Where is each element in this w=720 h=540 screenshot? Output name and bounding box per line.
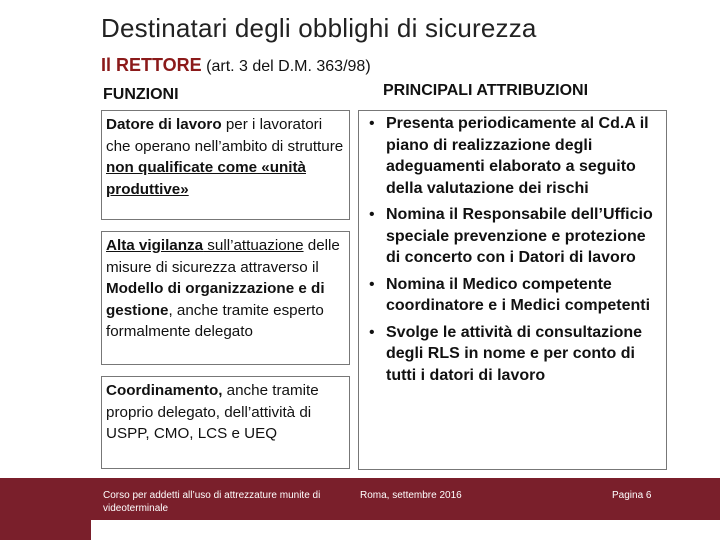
attribution-item — [367, 322, 660, 387]
attribution-item — [367, 274, 660, 317]
bullet-icon: • — [369, 206, 375, 223]
function-box-supervision — [101, 231, 350, 365]
functions-header: FUNZIONI — [103, 86, 179, 103]
footer-page-number: Pagina 6 — [612, 490, 652, 501]
slide-title: Destinatari degli obblighi di sicurezza — [101, 13, 537, 43]
attribution-text: Svolge le attività di consultazione degli RLS in nome e per conto di tutti i datori di lavoro — [386, 323, 643, 384]
box3-bold: Coordinamento, — [106, 382, 223, 399]
footer-date: Roma, settembre 2016 — [360, 490, 462, 501]
attribution-text: Nomina il Responsabile dell’Ufficio speciale prevenzione e protezione di concerto con i Datori di lavoro — [386, 206, 653, 266]
attributions-header: PRINCIPALI ATTRIBUZIONI — [383, 82, 589, 99]
attribution-text: Nomina il Medico competente coordinatore e i Medici competenti — [386, 275, 651, 314]
box1-bold: Datore di lavoro — [106, 116, 222, 133]
box2-model: Modello di organizzazione e di gestione — [106, 280, 325, 319]
box1-underlined: non qualificate come «unità produttive» — [106, 159, 307, 198]
box1-text: per i lavoratori che operano nell’ambito di strutture — [106, 116, 344, 155]
bullet-icon: • — [369, 275, 375, 293]
function-box-employer — [101, 110, 350, 220]
box2-underlined: sull’attuazione — [203, 237, 304, 254]
attribution-item — [367, 204, 660, 269]
bullet-icon: • — [369, 115, 375, 132]
footer-strip — [91, 520, 720, 540]
box2-bold: Alta vigilanza — [106, 237, 204, 254]
attribution-item — [367, 113, 660, 199]
footer-course: Corso per addetti all’uso di attrezzature munite di videoterminale — [103, 490, 321, 514]
subtitle-role: Il RETTORE — [101, 55, 202, 75]
slide-subtitle — [101, 55, 371, 76]
function-box-coordination — [101, 376, 350, 469]
subtitle-reference: (art. 3 del D.M. 363/98) — [201, 58, 371, 75]
box3-text: anche tramite proprio delegato, dell’attività di USPP, CMO, LCS e UEQ — [106, 382, 319, 442]
box2-text: delle misure di sicurezza attraverso il — [106, 237, 340, 276]
attributions-list — [367, 113, 660, 386]
attribution-text: Presenta periodicamente al Cd.A il piano di realizzazione degli adeguamenti elaborato a seguito della valutazione dei rischi — [386, 115, 649, 197]
box2-tail: , anche tramite esperto formalmente delegato — [106, 301, 324, 340]
footer-left-bar — [0, 478, 91, 540]
bullet-icon: • — [369, 323, 375, 341]
attributions-box — [358, 110, 667, 470]
